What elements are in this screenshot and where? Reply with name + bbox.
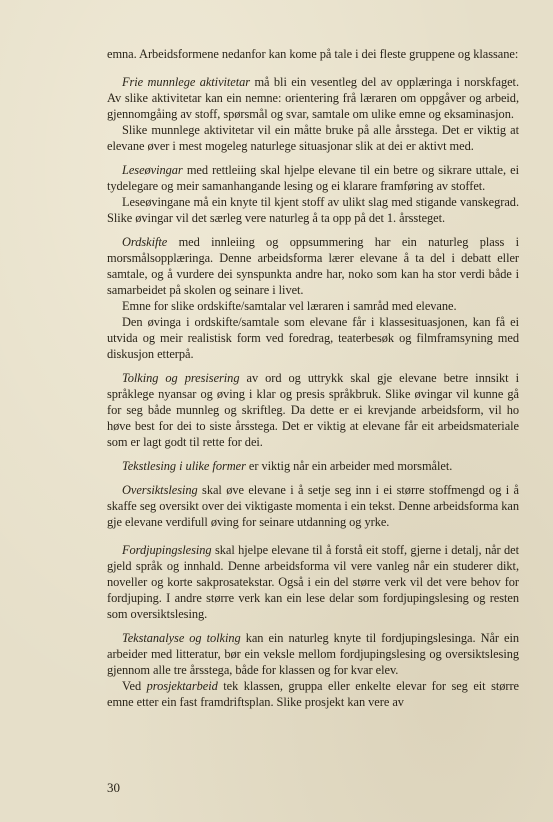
paragraph-heading: Frie munnlege aktivitetar — [122, 75, 251, 89]
paragraph: Tolking og presisering av ord og uttrykk skal gje elevane betre innsikt i språklege nyansar og øving i klar og presis språkbruk. Slike øvingar vil kunne gå for seg både munnleg og skriftleg. Da dette er ei krevjande arbeidsform, vil ho høve best for dei to siste årsstega. Det er viktig at elevane får eit arbeidsmateriale som er lagt godt til rette for dei. — [107, 371, 519, 449]
body-text — [107, 46, 519, 710]
paragraph: Fordjupingslesing skal hjelpe elevane til å forstå eit stoff, gjerne i detalj, når det gjeld språk og innhald. Denne arbeidsforma vil vere vanleg når ein studerer dikt, noveller og korte sakprosatekstar. Også i ein del større verk vil det vere behov for fordjuping. I andre større verk kan ein lese delar som fordjupingslesing og resten som oversiktslesing. — [107, 543, 519, 621]
paragraph-heading: Ordskifte — [122, 235, 168, 249]
paragraph: Oversiktslesing skal øve elevane i å setje seg inn i ei større stoffmengd og i å skaffe seg oversikt over dei viktigaste momenta i ein tekst. Denne arbeidsforma kan gje elevane verdifull øving for seinare utdanning og yrke. — [107, 483, 519, 529]
paragraph: Tekstanalyse og tolking kan ein naturleg knyte til fordjupingslesinga. Når ein arbeider med litteratur, bør ein veksle mellom fordjupingslesing og oversiktslesing gjennom alle tre årsstega, både for klassen og for kvar elev. — [107, 631, 519, 677]
paragraph: Den øvinga i ordskifte/samtale som elevane får i klassesituasjonen, kan få ei utvida og meir realistisk form ved foredrag, teaterbesøk og filmframsyning med diskusjon etterpå. — [107, 315, 519, 361]
paragraph: Emne for slike ordskifte/samtalar vel læraren i samråd med elevane. — [122, 299, 457, 313]
paragraph: Leseøvingane må ein knyte til kjent stoff av ulikt slag med stigande vanskegrad. Slike øvingar vil det særleg vere naturleg å ta opp på det 1. årssteget. — [107, 195, 519, 225]
inline-term: prosjektarbeid — [146, 679, 218, 693]
paragraph: Frie munnlege aktivitetar må bli ein vesentleg del av opplæringa i norskfaget. Av slike aktivitetar kan ein nemne: orientering frå læraren om oppgåver og arbeid, gjennomgåing av stoff, spørsmål og svar, samtale om ulike emne og eksaminasjon. — [107, 75, 519, 121]
paragraph: Leseøvingar med rettleiing skal hjelpe elevane til ein betre og sikrare uttale, ei tydelegare og meir samanhangande lesing og ei klarare framføring av stoffet. — [107, 163, 519, 193]
paragraph-heading: Tekstlesing i ulike former — [122, 459, 246, 473]
paragraph-heading: Oversiktslesing — [122, 483, 198, 497]
paragraph-heading: Fordjupingslesing — [122, 543, 212, 557]
paragraph: Ordskifte med innleiing og oppsummering har ein naturleg plass i morsmålsopplæringa. Denne arbeidsforma lærer elevane å ta del i debatt eller samtale, og å vurdere dei synspunkta andre har, noko som kan ha stor verdi både i samarbeidet på skolen og seinare i livet. — [107, 235, 519, 297]
paragraph-last: Ved prosjektarbeid tek klassen, gruppa eller enkelte elevar for seg eit større emne etter ein fast framdriftsplan. Slike prosjekt kan vere av — [107, 679, 519, 709]
paragraph: emna. Arbeidsformene nedanfor kan kome på tale i dei fleste gruppene og klassane: — [107, 47, 519, 61]
paragraph-heading: Tekstanalyse og tolking — [122, 631, 241, 645]
paragraph-heading: Tolking og presisering — [122, 371, 240, 385]
paragraph: Tekstlesing i ulike former er viktig når ein arbeider med morsmålet. — [122, 459, 453, 473]
paragraph: Slike munnlege aktivitetar vil ein måtte bruke på alle årsstega. Det er viktig at elevane øver i mest mogeleg naturlege situasjonar slik at dei er aktivt med. — [107, 123, 519, 153]
page-number: 30 — [107, 780, 120, 795]
paragraph-heading: Leseøvingar — [122, 163, 183, 177]
